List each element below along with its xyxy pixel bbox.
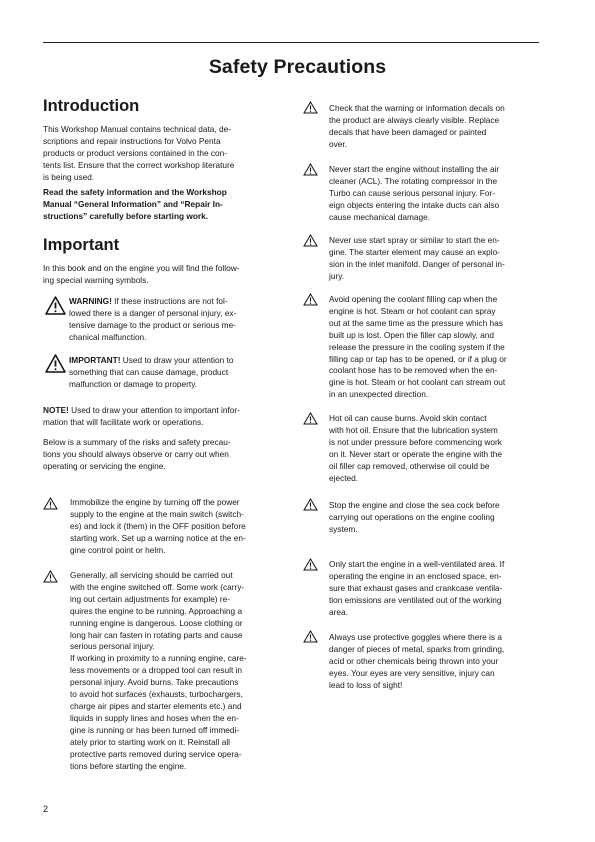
text-line: gine. The starter element may cause an explo- (329, 246, 500, 257)
text-line: danger of pieces of metal, sparks from grinding, (329, 643, 505, 654)
text-line: filling cap or tap has to be opened, or if a plug or (329, 353, 507, 364)
warning-triangle-icon (45, 354, 66, 373)
summary-paragraph (43, 437, 231, 473)
text-line: Used to draw your attention to (120, 355, 234, 365)
text-line: ejected. (329, 472, 359, 483)
text-line: gine is running or has been turned off immedi- (70, 724, 240, 735)
text-line: Used to draw your attention to important infor- (68, 405, 240, 415)
text-line: Manual “General Information” and “Repair In- (43, 198, 223, 209)
warning-triangle-icon (43, 570, 58, 583)
text-line: personal injury. Avoid burns. Take precautions (70, 677, 239, 688)
warning-triangle-icon (303, 163, 318, 176)
page-title: Safety Precautions (208, 56, 387, 78)
text-line: tents list. Ensure that the correct workshop literature (43, 159, 235, 170)
text-line: serious personal injury. (70, 641, 155, 652)
text-line: If these instructions are not fol- (111, 296, 228, 306)
text-line: Always use protective goggles where there is a (329, 632, 502, 642)
text-line: Never use start spray or similar to start the en- (329, 235, 500, 245)
text-line: ing special warning symbols. (43, 274, 149, 285)
text-line: supply to the engine at the main switch (switch- (70, 508, 244, 519)
text-line: operating or servicing the engine. (43, 460, 166, 471)
text-line: jury. (329, 270, 345, 281)
important-label: IMPORTANT! (69, 355, 121, 365)
text-line: Stop the engine and close the sea cock before (329, 500, 500, 510)
text-line: starting work. Set up a warning notice at the en- (70, 532, 246, 543)
top-rule (43, 42, 539, 43)
text-line: Below is a summary of the risks and safety precau- (43, 437, 231, 447)
text-line: If working in proximity to a running engine, care- (70, 653, 247, 664)
warning-triangle-icon (43, 497, 58, 510)
warning-triangle-icon (303, 558, 318, 571)
text-line: gine control point or helm. (70, 544, 166, 555)
text-line: with hot oil. Ensure that the lubrication system (329, 424, 498, 435)
warning-triangle-icon (303, 498, 318, 511)
warning-triangle-icon (303, 101, 318, 114)
text-line: carrying out operations on the engine cooling (329, 511, 495, 522)
text-line: with the engine switched off. Some work (carry- (70, 581, 245, 592)
text-line: operating the engine in an enclosed space, en- (329, 570, 502, 581)
text-line: tions you should always observe or carry out when (43, 448, 229, 459)
text-line: Generally, all servicing should be carried out (70, 570, 233, 580)
text-line: This Workshop Manual contains technical data, de- (43, 124, 232, 134)
text-line: cleaner (ACL). The rotating compressor in the (329, 175, 498, 186)
text-line: cause mechanical damage. (329, 211, 431, 222)
text-line: acid or other chemicals being thrown into your (329, 655, 499, 666)
text-line: lowed there is a danger of personal injury, ex- (69, 307, 237, 318)
text-line: gine is hot. Steam or hot coolant can stream out (329, 377, 506, 388)
text-line: lead to loss of sight! (329, 679, 403, 690)
text-line: ately prior to starting work on it. Reinstall all (70, 736, 231, 747)
warning-triangle-icon (45, 296, 66, 315)
text-line: out at the same time as the pressure which has (329, 317, 503, 328)
text-line: built up is lost. Open the filler cap slowly, and (329, 329, 494, 340)
text-line: release the pressure in the cooling system if the (329, 341, 505, 352)
text-line: Never start the engine without installing the air (329, 164, 500, 174)
warning-triangle-icon (303, 630, 318, 643)
text-line: area. (329, 606, 348, 617)
text-line: malfunction or damage to property. (69, 378, 198, 389)
text-line: less movements or a dropped tool can result in (70, 665, 243, 676)
warning-triangle-icon (303, 412, 318, 425)
text-line: ing out certain adjustments for example) re- (70, 593, 231, 604)
text-line: Turbo can cause serious personal injury. For- (329, 187, 496, 198)
text-line: Immobilize the engine by turning off the power (70, 497, 240, 507)
text-line: es) and lock it (them) in the OFF position before (70, 520, 246, 531)
text-line: engine is hot. Steam or hot coolant can spray (329, 305, 496, 316)
note-label: NOTE! (43, 405, 69, 415)
introduction-bold-paragraph (43, 187, 227, 223)
text-line: long hair can fasten in rotating parts and cause (70, 629, 243, 640)
text-line: mation that will facilitate work or operations. (43, 416, 204, 427)
text-line: quires the engine to be running. Approaching a (70, 605, 243, 616)
text-line: sion in the inlet manifold. Danger of personal in- (329, 258, 505, 269)
text-line: the product are always clearly visible. Replace (329, 114, 500, 125)
text-line: In this book and on the engine you will find the follow- (43, 263, 240, 273)
text-line: over. (329, 138, 347, 149)
important-heading: Important (43, 236, 120, 254)
text-line: running engine is dangerous. Loose clothing or (70, 617, 243, 628)
text-line: products or product versions contained in the con- (43, 147, 228, 158)
text-line: coolant hose has to be removed when the en- (329, 365, 498, 376)
text-line: Check that the warning or information decals on (329, 103, 505, 113)
text-line: something that can cause damage, product (69, 366, 229, 377)
text-line: chanical malfunction. (69, 331, 147, 342)
text-line: eyes. Your eyes are very sensitive, injury can (329, 667, 495, 678)
text-line: tions before starting the engine. (70, 760, 187, 771)
text-line: in an unexpected direction. (329, 389, 429, 400)
warning-label: WARNING! (69, 296, 112, 306)
text-line: charge air pipes and starter elements etc.) and (70, 700, 242, 711)
text-line: sure that exhaust gases and crankcase ventila- (329, 582, 503, 593)
text-line: decals that have been damaged or painted (329, 126, 487, 137)
text-line: is being used. (43, 171, 95, 182)
text-line: oil filler cap removed, otherwise oil could be (329, 460, 490, 471)
text-line: Read the safety information and the Workshop (43, 187, 227, 197)
text-line: is not under pressure before commencing work (329, 436, 502, 447)
text-line: Hot oil can cause burns. Avoid skin contact (329, 413, 487, 423)
text-line: structions” carefully before starting work. (43, 210, 209, 221)
text-line: Avoid opening the coolant filling cap when the (329, 294, 498, 304)
text-line: tion emissions are ventilated out of the working (329, 594, 502, 605)
text-line: tensive damage to the product or serious me- (69, 319, 236, 330)
important-intro (43, 263, 239, 287)
text-line: system. (329, 523, 358, 534)
page-number: 2 (43, 804, 49, 814)
note-paragraph (43, 405, 289, 429)
introduction-paragraph (43, 124, 234, 184)
text-line: protective parts removed during service opera- (70, 748, 242, 759)
introduction-heading: Introduction (43, 97, 140, 115)
text-line: liquids in supply lines and hoses when the en- (70, 712, 239, 723)
text-line: on it. Never start or operate the engine with the (329, 448, 502, 459)
warning-triangle-icon (303, 293, 318, 306)
text-line: Only start the engine in a well-ventilated area. If (329, 559, 505, 569)
text-line: scriptions and repair instructions for Volvo Penta (43, 135, 221, 146)
text-line: eign objects entering the intake ducts can also (329, 199, 500, 210)
warning-triangle-icon (303, 234, 318, 247)
text-line: to avoid hot surfaces (exhausts, turbochargers, (70, 689, 243, 700)
